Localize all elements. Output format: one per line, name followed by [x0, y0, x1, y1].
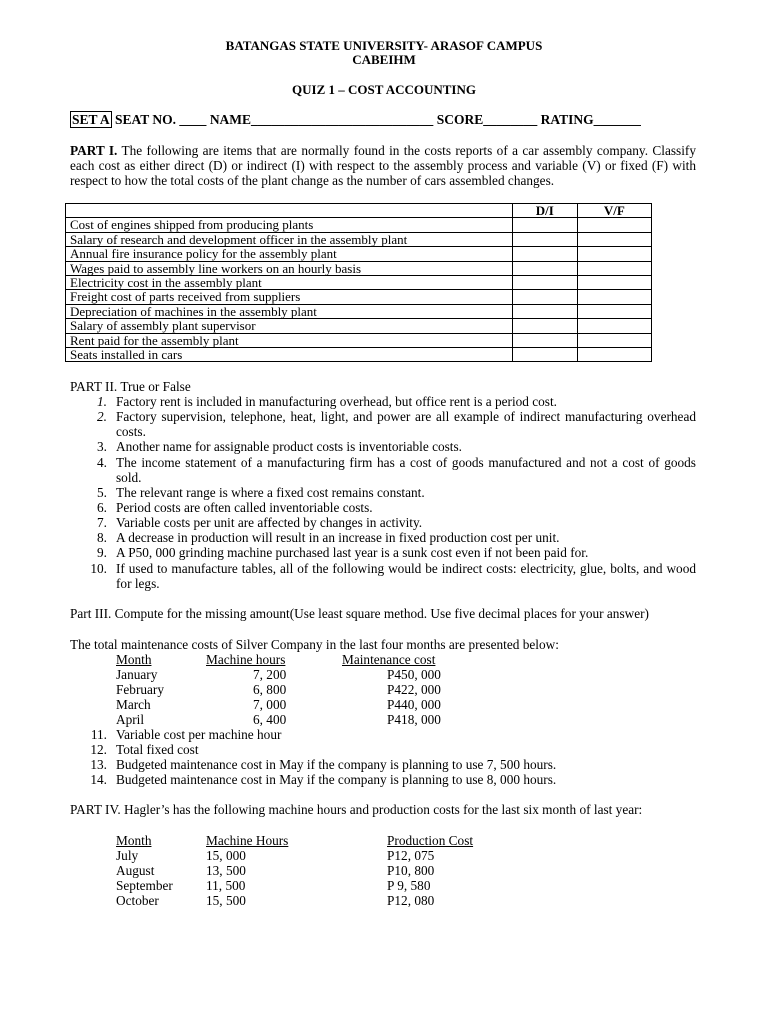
di-answer-cell[interactable]	[513, 218, 578, 232]
set-label: SET A	[72, 112, 110, 127]
di-answer-cell[interactable]	[513, 276, 578, 290]
di-answer-cell[interactable]	[513, 232, 578, 246]
tf-item-10: If used to manufacture tables, all of the following would be indirect costs: electricity, glue, bolts, and wood for legs.	[116, 561, 696, 591]
item-number: 2.	[97, 409, 107, 424]
cost-item: Annual fire insurance policy for the assembly plant	[66, 247, 513, 261]
p3-month: February	[116, 682, 164, 697]
question-14: Budgeted maintenance cost in May if the company is planning to use 8, 000 hours.	[116, 772, 557, 787]
di-answer-cell[interactable]	[513, 348, 578, 362]
p4-header-month: Month	[116, 833, 152, 848]
item-number: 1.	[97, 394, 107, 409]
vf-answer-cell[interactable]	[577, 333, 651, 347]
item-number: 14.	[90, 772, 107, 787]
cost-item: Rent paid for the assembly plant	[66, 333, 513, 347]
cost-item: Freight cost of parts received from suppliers	[66, 290, 513, 304]
cost-item: Depreciation of machines in the assembly plant	[66, 304, 513, 318]
tf-item-2: Factory supervision, telephone, heat, light, and power are all example of indirect manufacturing overhead costs.	[116, 409, 696, 439]
item-number: 11.	[90, 727, 107, 742]
di-answer-cell[interactable]	[513, 290, 578, 304]
p3-cost: P418, 000	[387, 712, 441, 727]
p3-cost: P440, 000	[387, 697, 441, 712]
p4-hours: 13, 500	[206, 863, 246, 878]
p4-header-cost: Production Cost	[387, 833, 474, 848]
cost-item: Electricity cost in the assembly plant	[66, 276, 513, 290]
p3-month: April	[116, 712, 145, 727]
table-row	[66, 304, 652, 318]
vf-answer-cell[interactable]	[577, 218, 651, 232]
cost-item: Cost of engines shipped from producing plants	[66, 218, 513, 232]
vf-answer-cell[interactable]	[577, 261, 651, 275]
p4-month: October	[116, 893, 159, 908]
p4-cost: P12, 075	[387, 848, 435, 863]
table-row	[66, 261, 652, 275]
tf-item-7: Variable costs per unit are affected by changes in activity.	[116, 515, 423, 530]
p4-month: September	[116, 878, 173, 893]
question-12: Total fixed cost	[116, 742, 199, 757]
tf-item-8: A decrease in production will result in an increase in fixed production cost per unit.	[116, 530, 560, 545]
rating-field[interactable]: RATING_______	[540, 112, 641, 127]
p3-cost: P450, 000	[387, 667, 441, 682]
p4-cost: P 9, 580	[387, 878, 431, 893]
college-title: CABEIHM	[352, 52, 416, 67]
p3-month: January	[116, 667, 158, 682]
university-title: BATANGAS STATE UNIVERSITY- ARASOF CAMPUS	[225, 38, 543, 53]
part3-intro: Part III. Compute for the missing amount(Use least square method. Use five decimal places for your answer)	[70, 606, 649, 621]
tf-item-5: The relevant range is where a fixed cost remains constant.	[116, 485, 425, 500]
table-header-row	[66, 204, 652, 218]
info-line	[70, 112, 641, 127]
item-number: 4.	[97, 455, 107, 470]
item-number: 3.	[97, 439, 107, 454]
tf-item-6: Period costs are often called inventoriable costs.	[116, 500, 373, 515]
vf-answer-cell[interactable]	[577, 319, 651, 333]
di-answer-cell[interactable]	[513, 304, 578, 318]
vf-answer-cell[interactable]	[577, 304, 651, 318]
score-field[interactable]: SCORE________	[436, 112, 538, 127]
p3-header-cost: Maintenance cost	[342, 652, 436, 667]
vf-answer-cell[interactable]	[577, 276, 651, 290]
table-row	[66, 319, 652, 333]
quiz-title: QUIZ 1 – COST ACCOUNTING	[292, 82, 476, 97]
item-number: 6.	[97, 500, 107, 515]
table-row	[66, 247, 652, 261]
part2-title: PART II. True or False	[70, 379, 191, 394]
di-answer-cell[interactable]	[513, 247, 578, 261]
item-number: 7.	[97, 515, 107, 530]
col-vf-header: V/F	[577, 204, 651, 218]
p3-hours: 6, 800	[253, 682, 287, 697]
cost-item: Salary of assembly plant supervisor	[66, 319, 513, 333]
item-number: 8.	[97, 530, 107, 545]
cost-item: Seats installed in cars	[66, 348, 513, 362]
col-di-header: D/I	[513, 204, 578, 218]
part1-text: The following are items that are normally found in the costs reports of a car assembly company. Classify each cost as either direct (D) or indirect (I) with respect to the assembly process and variable (V) or fixed (F) with respect to how the total costs of the plant change as the number of cars assembled changes.	[70, 143, 697, 188]
vf-answer-cell[interactable]	[577, 348, 651, 362]
p3-month: March	[116, 697, 151, 712]
tf-item-4: The income statement of a manufacturing firm has a cost of goods manufactured and not a cost of goods sold.	[116, 455, 696, 485]
p3-hours: 7, 200	[253, 667, 287, 682]
table-row	[66, 232, 652, 246]
item-number: 10.	[90, 561, 107, 576]
di-answer-cell[interactable]	[513, 319, 578, 333]
tf-item-1: Factory rent is included in manufacturing overhead, but office rent is a period cost.	[116, 394, 557, 409]
p4-month: August	[116, 863, 155, 878]
p4-header-hours: Machine Hours	[206, 833, 289, 848]
vf-answer-cell[interactable]	[577, 232, 651, 246]
p4-cost: P12, 080	[387, 893, 435, 908]
name-field[interactable]: NAME___________________________	[209, 112, 434, 127]
tf-item-9: A P50, 000 grinding machine purchased last year is a sunk cost even if not been paid for.	[116, 545, 589, 560]
item-number: 9.	[97, 545, 107, 560]
item-number: 13.	[90, 757, 107, 772]
p3-hours: 7, 000	[253, 697, 287, 712]
item-number: 5.	[97, 485, 107, 500]
part3-description: The total maintenance costs of Silver Company in the last four months are presented below:	[70, 637, 559, 652]
part1-instructions	[70, 143, 696, 188]
table-row	[66, 333, 652, 347]
p3-cost: P422, 000	[387, 682, 441, 697]
table-row	[66, 276, 652, 290]
cost-item: Salary of research and development officer in the assembly plant	[66, 232, 513, 246]
p3-header-month: Month	[116, 652, 152, 667]
p4-hours: 15, 000	[206, 848, 246, 863]
question-11: Variable cost per machine hour	[116, 727, 282, 742]
di-answer-cell[interactable]	[513, 333, 578, 347]
p3-hours: 6, 400	[253, 712, 287, 727]
classification-table	[65, 203, 652, 362]
part1-label: PART I.	[70, 143, 118, 158]
part4-intro: PART IV. Hagler’s has the following machine hours and production costs for the last six month of last year:	[70, 802, 643, 817]
question-13: Budgeted maintenance cost in May if the company is planning to use 7, 500 hours.	[116, 757, 557, 772]
table-row	[66, 348, 652, 362]
tf-item-3: Another name for assignable product costs is inventoriable costs.	[116, 439, 463, 454]
p4-month: July	[116, 848, 139, 863]
item-number: 12.	[90, 742, 107, 757]
seat-field[interactable]: SEAT NO. ____	[115, 112, 207, 127]
table-row	[66, 290, 652, 304]
p4-hours: 15, 500	[206, 893, 246, 908]
p4-cost: P10, 800	[387, 863, 435, 878]
vf-answer-cell[interactable]	[577, 290, 651, 304]
di-answer-cell[interactable]	[513, 261, 578, 275]
vf-answer-cell[interactable]	[577, 247, 651, 261]
table-row	[66, 218, 652, 232]
p3-header-hours: Machine hours	[206, 652, 286, 667]
cost-item: Wages paid to assembly line workers on an hourly basis	[66, 261, 513, 275]
p4-hours: 11, 500	[206, 878, 246, 893]
